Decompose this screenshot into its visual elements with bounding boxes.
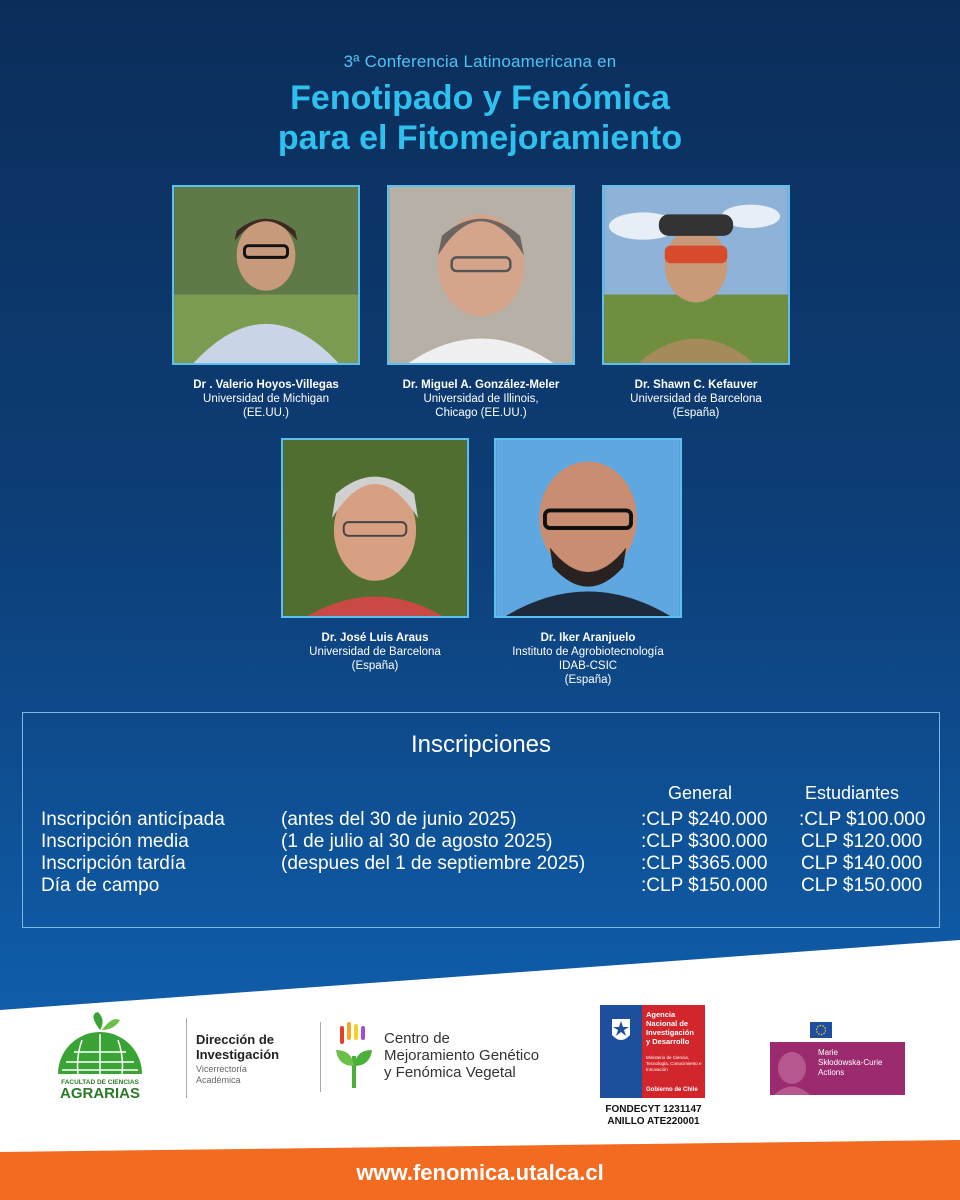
research-directorate-logo [196,1032,306,1086]
fee-row [41,809,926,831]
fee-general: :CLP $365.000 [641,853,768,874]
fee-row [41,831,921,853]
fee-period: (1 de julio al 30 de agosto 2025) [281,831,553,852]
cmg-text [384,1030,539,1081]
portrait-silhouette-icon [770,1042,818,1095]
fee-label: Inscripción anticípada [41,809,225,830]
website-link[interactable]: www.fenomica.utalca.cl [356,1160,604,1185]
speaker-country: Chicago (EE.UU.) [435,407,527,419]
conference-title [0,78,960,158]
speaker-country: (España) [672,407,720,419]
poster-header [0,52,960,158]
speaker-name: Dr. Miguel A. González-Meler [402,379,560,391]
divider [320,1022,321,1092]
fee-label: Inscripción media [41,831,189,852]
speaker-name: Dr . Valerio Hoyos-Villegas [193,379,339,391]
speaker-caption-1 [146,378,386,420]
speaker-photo-1 [172,185,360,365]
fee-students: CLP $120.000 [801,831,923,852]
directorate-sub2: Académica [196,1075,241,1085]
speaker-institution: Universidad de Barcelona [630,393,762,405]
registration-title: Inscripciones [410,731,552,758]
speaker-caption-4 [255,631,495,673]
speaker-country: (España) [351,660,399,672]
speaker-photo-4 [281,438,469,618]
speaker-institution: Universidad de Illinois, [423,393,539,405]
speaker-caption-3 [576,378,816,420]
plant-icon [334,1022,374,1088]
directorate-line1: Dirección de [196,1032,275,1047]
speaker-name: Dr. José Luis Araus [321,632,429,644]
fee-period: (despues del 1 de septiembre 2025) [281,853,586,874]
title-line-1: Fenotipado y Fenómica [290,79,670,117]
anid-line3: Investigación [646,1028,694,1037]
msca-line1: Marie [818,1048,839,1057]
speaker-institution: Instituto de Agrobiotecnología [512,646,664,658]
anid-line4: y Desarrollo [646,1037,690,1046]
speaker-country: (EE.UU.) [243,407,289,419]
divider [186,1018,187,1098]
anid-blue-panel [600,1005,642,1098]
directorate-line2: Investigación [196,1047,280,1062]
msca-logo [770,1042,905,1095]
speaker-name: Dr. Iker Aranjuelo [540,632,636,644]
speaker-institution-2: IDAB-CSIC [558,660,618,672]
speaker-name: Dr. Shawn C. Kefauver [634,379,758,391]
grant-codes [596,1104,711,1128]
msca-line2: Skłodowska-Curie [818,1058,883,1067]
msca-line3: Actions [818,1068,845,1077]
fee-period: (antes del 30 de junio 2025) [281,809,517,830]
faculty-name-line2: AGRARIAS [59,1085,140,1102]
anid-line1: Agencia [646,1010,676,1019]
fee-label: Día de campo [41,875,160,896]
speaker-caption-5 [468,631,708,687]
anid-logo [600,1005,705,1098]
cmg-line3: y Fenómica Vegetal [384,1064,516,1081]
anid-line2: Nacional de [646,1019,689,1028]
anillo-code: ANILLO ATE220001 [607,1116,700,1127]
faculty-name-line1: FACULTAD DE CIENCIAS [61,1079,139,1086]
cmg-logo [334,1022,574,1092]
speaker-country: (España) [564,674,612,686]
msca-text [818,1048,882,1078]
speaker-photo-5 [494,438,682,618]
fee-general: :CLP $150.000 [641,875,768,896]
fee-row [41,853,921,875]
title-line-2: para el Fitomejoramiento [277,119,683,157]
fee-students: CLP $150.000 [801,875,923,896]
eu-flag-icon [810,1022,832,1038]
fee-label: Inscripción tardía [41,853,186,874]
anid-government: Gobierno de Chile [646,1087,698,1093]
fee-students: CLP $140.000 [801,853,923,874]
directorate-sub1: Vicerrectoría [196,1064,247,1074]
fee-general: :CLP $300.000 [641,831,768,852]
fondecyt-code: FONDECYT 1231147 [605,1104,702,1115]
fee-general: :CLP $240.000 [641,809,768,830]
coat-of-arms-icon [600,1011,642,1051]
speaker-institution: Universidad de Barcelona [309,646,441,658]
column-header-students: Estudiantes [805,783,900,803]
anid-name [646,1010,694,1046]
fee-row [41,875,921,897]
cmg-line1: Centro de [384,1030,450,1047]
speaker-photo-3 [602,185,790,365]
anid-ministry: Ministerio de Ciencia, Tecnología, Conocimiento e Innovación [646,1055,702,1072]
conference-subtitle: 3ª Conferencia Latinoamericana en [343,52,617,71]
fee-students: :CLP $100.000 [799,809,926,830]
speaker-caption-2 [361,378,601,420]
speaker-photo-2 [387,185,575,365]
globe-leaf-icon [54,1012,146,1074]
faculty-logo [54,1012,146,1107]
speaker-institution: Universidad de Michigan [203,393,329,405]
registration-box [22,712,940,928]
column-header-general: General [668,783,733,803]
cmg-line2: Mejoramiento Genético [384,1047,540,1064]
